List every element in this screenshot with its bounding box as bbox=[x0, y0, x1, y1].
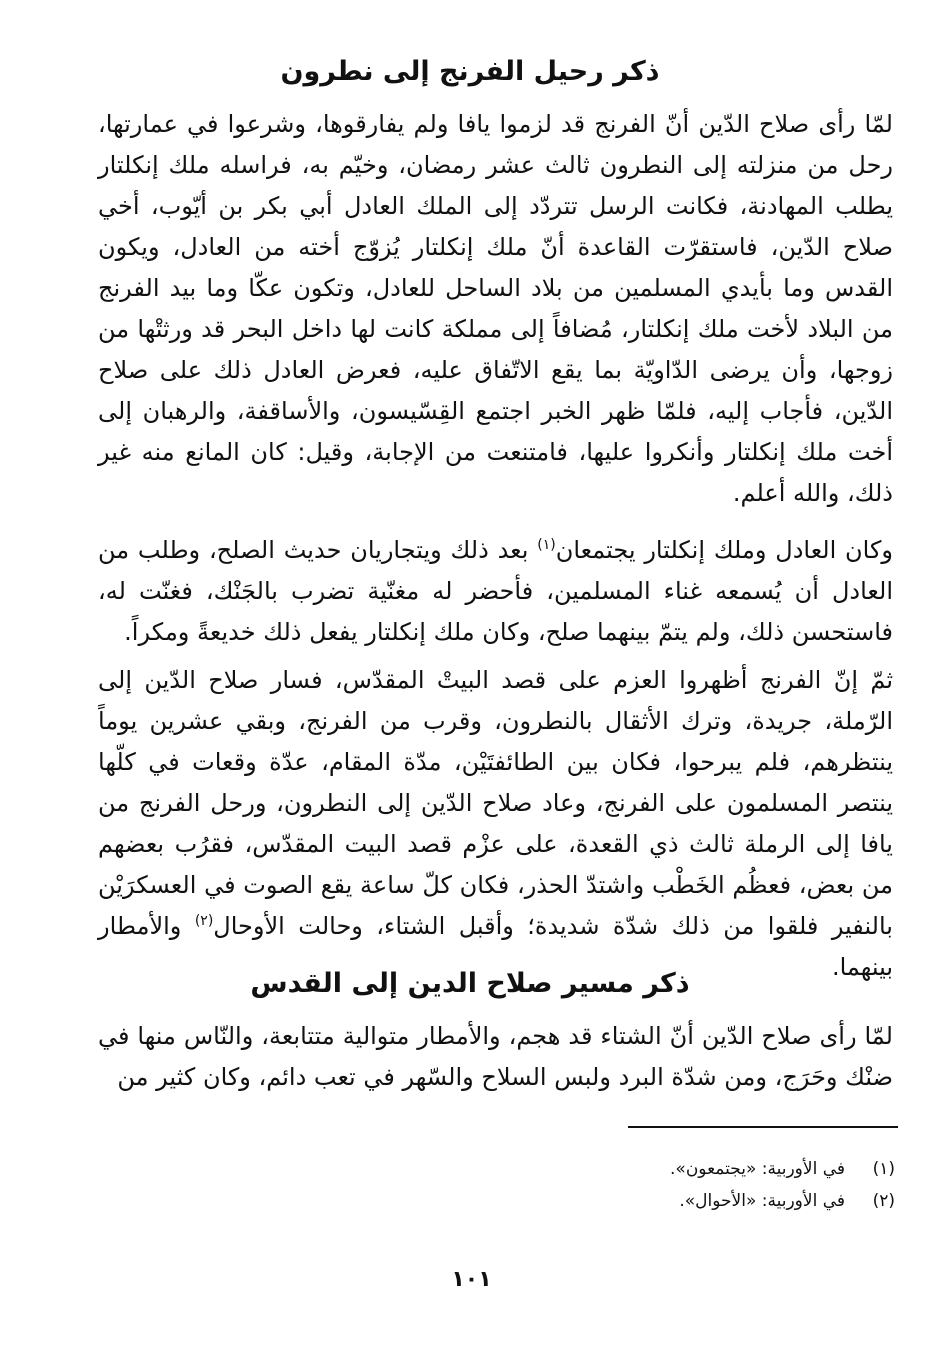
paragraph-winter-arrival: لمّا رأى صلاح الدّين أنّ الشتاء قد هجم، والأمطار متوالية متتابعة، والنّاس منها في ضنْك وحَرَج، ومن شدّة البرد ولبس السلاح والسّهر في تعب دائم، وكان كثير من bbox=[98, 1022, 893, 1091]
footnote-text: في الأوربية: «يجتمعون». bbox=[670, 1159, 845, 1179]
section-heading-march-to-jerusalem: ذكر مسير صلاح الدين إلى القدس bbox=[250, 968, 690, 999]
footnote-text: في الأوربية: «الأحوال». bbox=[679, 1191, 845, 1211]
paragraph-adil-and-king-meetings bbox=[98, 530, 893, 653]
section-heading-departure-to-natrun: ذكر رحيل الفرنج إلى نطرون bbox=[280, 56, 660, 87]
footnote-2 bbox=[400, 1186, 895, 1216]
paragraph-franks-march-on-jerusalem bbox=[98, 660, 893, 988]
paragraph-text: ثمّ إنّ الفرنج أظهروا العزم على قصد البيتْ المقدّس، فسار صلاح الدّين إلى الرّملة، جريدة، وترك الأثقال بالنطرون، وقرب من الفرنج، وبقي عشرين يوماً ينتظرهم، فلم يبرحوا، فكان بين الطائفتَيْن، مدّة المقام، عدّة وقعات في كلّها ينتصر المسلمون على الفرنج، وعاد صلاح الدّين إلى النطرون، ورحل الفرنج من يافا إلى الرملة ثالث ذي القعدة، على عزْم قصد البيت المقدّس، فقرُب بعضهم من بعض، فعظُم الخَطْب واشتدّ الحذر، فكان كلّ ساعة يقع الصوت في العسكرَيْن بالنفير فلقوا من ذلك شدّة شديدة؛ وأقبل الشتاء، وحالت الأوحال bbox=[98, 666, 893, 940]
footnote-number: (١) bbox=[872, 1159, 895, 1179]
paragraph-text: والأمطار بينهما. bbox=[98, 912, 893, 981]
page-number: ١٠١ bbox=[451, 1267, 492, 1292]
paragraph-text: بعد ذلك ويتجاريان حديث الصلح، وطلب من العادل أن يُسمعه غناء المسلمين، فأحضر له مغنّية تضرب بالجَنْك، فغنّت له، فاستحسن ذلك، ولم يتمّ بينهما صلح، وكان ملك إنكلتار يفعل ذلك خديعةً ومكراً. bbox=[98, 536, 893, 646]
footnote-1 bbox=[400, 1154, 895, 1184]
footnote-reference-1[interactable]: (١) bbox=[537, 537, 556, 553]
footnote-reference-2[interactable]: (٢) bbox=[194, 913, 214, 929]
paragraph-truce-negotiations: لمّا رأى صلاح الدّين أنّ الفرنج قد لزموا يافا ولم يفارقوها، وشرعوا في عمارتها، رحل من منزلته إلى النطرون ثالث عشر رمضان، وخيّم به، فراسله ملك إنكلتار يطلب المهادنة، فكانت الرسل تتردّد إلى الملك العادل أبي بكر بن أيّوب، أخي صلاح الدّين، فاستقرّت القاعدة أنّ ملك إنكلتار يُزوّج أخته من العادل، ويكون القدس وما بأيدي المسلمين من بلاد الساحل للعادل، وتكون عكّا وما بيد الفرنج من البلاد لأخت ملك إنكلتار، مُضافاً إلى مملكة كانت لها داخل البحر قد ورثتْها من زوجها، وأن يرضى الدّاويّة بما يقع الاتّفاق عليه، فعرض العادل ذلك على صلاح الدّين، فأجاب إليه، فلمّا ظهر الخبر اجتمع القِسّيسون، والأساقفة، والرهبان إلى أخت ملك إنكلتار وأنكروا عليها، فامتنعت من الإجابة، وقيل: كان المانع منه غير ذلك، والله أعلم. bbox=[98, 110, 893, 507]
footnote-divider bbox=[628, 1126, 898, 1128]
paragraph-text: وكان العادل وملك إنكلتار يجتمعان bbox=[555, 536, 894, 564]
footnote-number: (٢) bbox=[872, 1191, 895, 1211]
